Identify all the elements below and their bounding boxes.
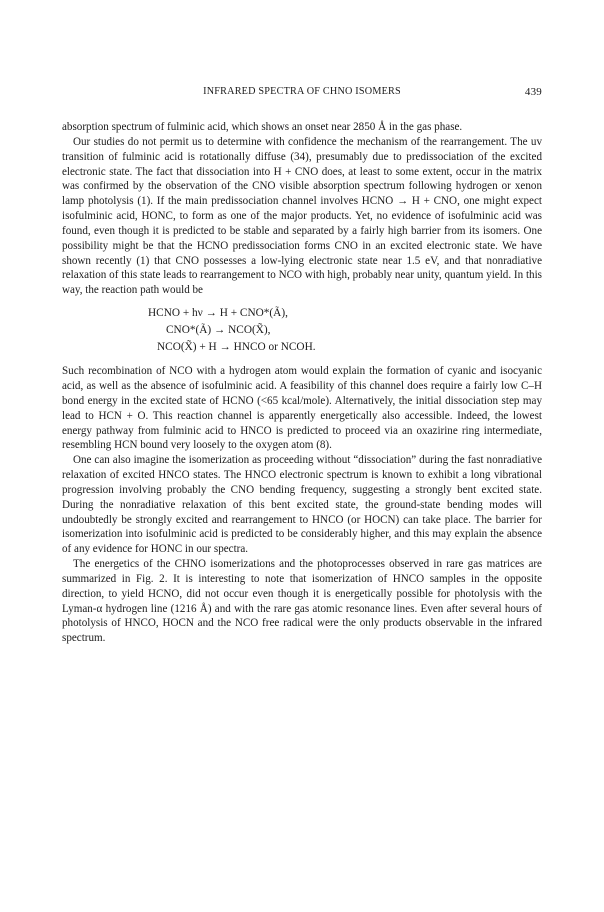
paragraph-isomerization: One can also imagine the isomerization as proceeding without “dissociation” during the fast nonradiative relaxation of excited HNCO states. The HNCO electronic spectrum is known to exhibit a long vibrational progression involving probably the CNO bending frequency, suggesting a strongly bent excited state. During the nonradiative relaxation of this bent excited state, the ground-state bending modes will undoubtedly be strongly excited and rearrangement to HNCO (or HOCN) can take place. The barrier for isomerization into isofulminic acid is predicted to be considerably higher, and this may explain the absence of any evidence for HONC in our spectra. (62, 454, 542, 556)
equation-recombination: NCO(X̃) + H → HNCO or NCOH. (157, 341, 316, 354)
body-text (62, 120, 542, 646)
equation-rearrangement: CNO*(Ã) → NCO(X̃), (166, 324, 271, 337)
equation-photolysis: HCNO + hν → H + CNO*(Ã), (148, 307, 288, 320)
paragraph-mechanism: Our studies do not permit us to determine with confidence the mechanism of the rearrangement. The uv transition of fulminic acid is rotationally diffuse (34), presumably due to predissociation of the excited electronic state. The fact that dissociation into H + CNO does, at least to some extent, occur in the matrix was confirmed by the observation of the CNO visible absorption spectrum following hydrogen or xenon lamp photolysis (1). If the main predissociation channel involves HCNO → H + CNO, one might expect isofulminic acid, HONC, to form as one of the major products. Yet, no evidence of isofulminic acid was found, even though it is predicted to be stable and separated by a fairly high barrier from its isomers. One possibility might be that the HCNO predissociation forms CNO in an excited electronic state. We have shown recently (1) that CNO possesses a low-lying electronic state near 1.5 eV, and that nonradiative relaxation of this state leads to rearrangement to NCO with high, probably near unity, quantum yield. In this way, the reaction path would be (62, 135, 542, 297)
paragraph-recombination: Such recombination of NCO with a hydrogen atom would explain the formation of cyanic and isocyanic acid, as well as the absence of isofulminic acid. A feasibility of this channel does require a fairly low C–H bond energy in the excited state of HCNO (<65 kcal/mole). Alternatively, the initial dissociation step may lead to HCN + O. This reaction channel is apparently energetically also accessible. Indeed, the lowest energy pathway from fulminic acid to HNCO is predicted to proceed via an oxazirine ring intermediate, resembling HCN bound very loosely to the oxygen atom (8). (62, 365, 542, 452)
running-title: INFRARED SPECTRA OF CHNO ISOMERS (203, 86, 401, 97)
paragraph-continuation: absorption spectrum of fulminic acid, which shows an onset near 2850 Å in the gas phase. (62, 121, 463, 133)
page-header (62, 86, 542, 102)
page-number: 439 (524, 86, 542, 98)
document-page (62, 86, 542, 646)
paragraph-energetics: The energetics of the CHNO isomerizations and the photoprocesses observed in rare gas matrices are summarized in Fig. 2. It is interesting to note that isomerization of HNCO samples in the opposite direction, to yield HCNO, did not occur even though it is energetically possible for photolysis with the Lyman-α hydrogen line (1216 Å) and with the rare gas atomic resonance lines. Even after several hours of photolysis of HNCO, HOCN and the NCO free radical were the only products observable in the infrared spectrum. (62, 558, 542, 645)
reaction-equations (62, 305, 542, 356)
